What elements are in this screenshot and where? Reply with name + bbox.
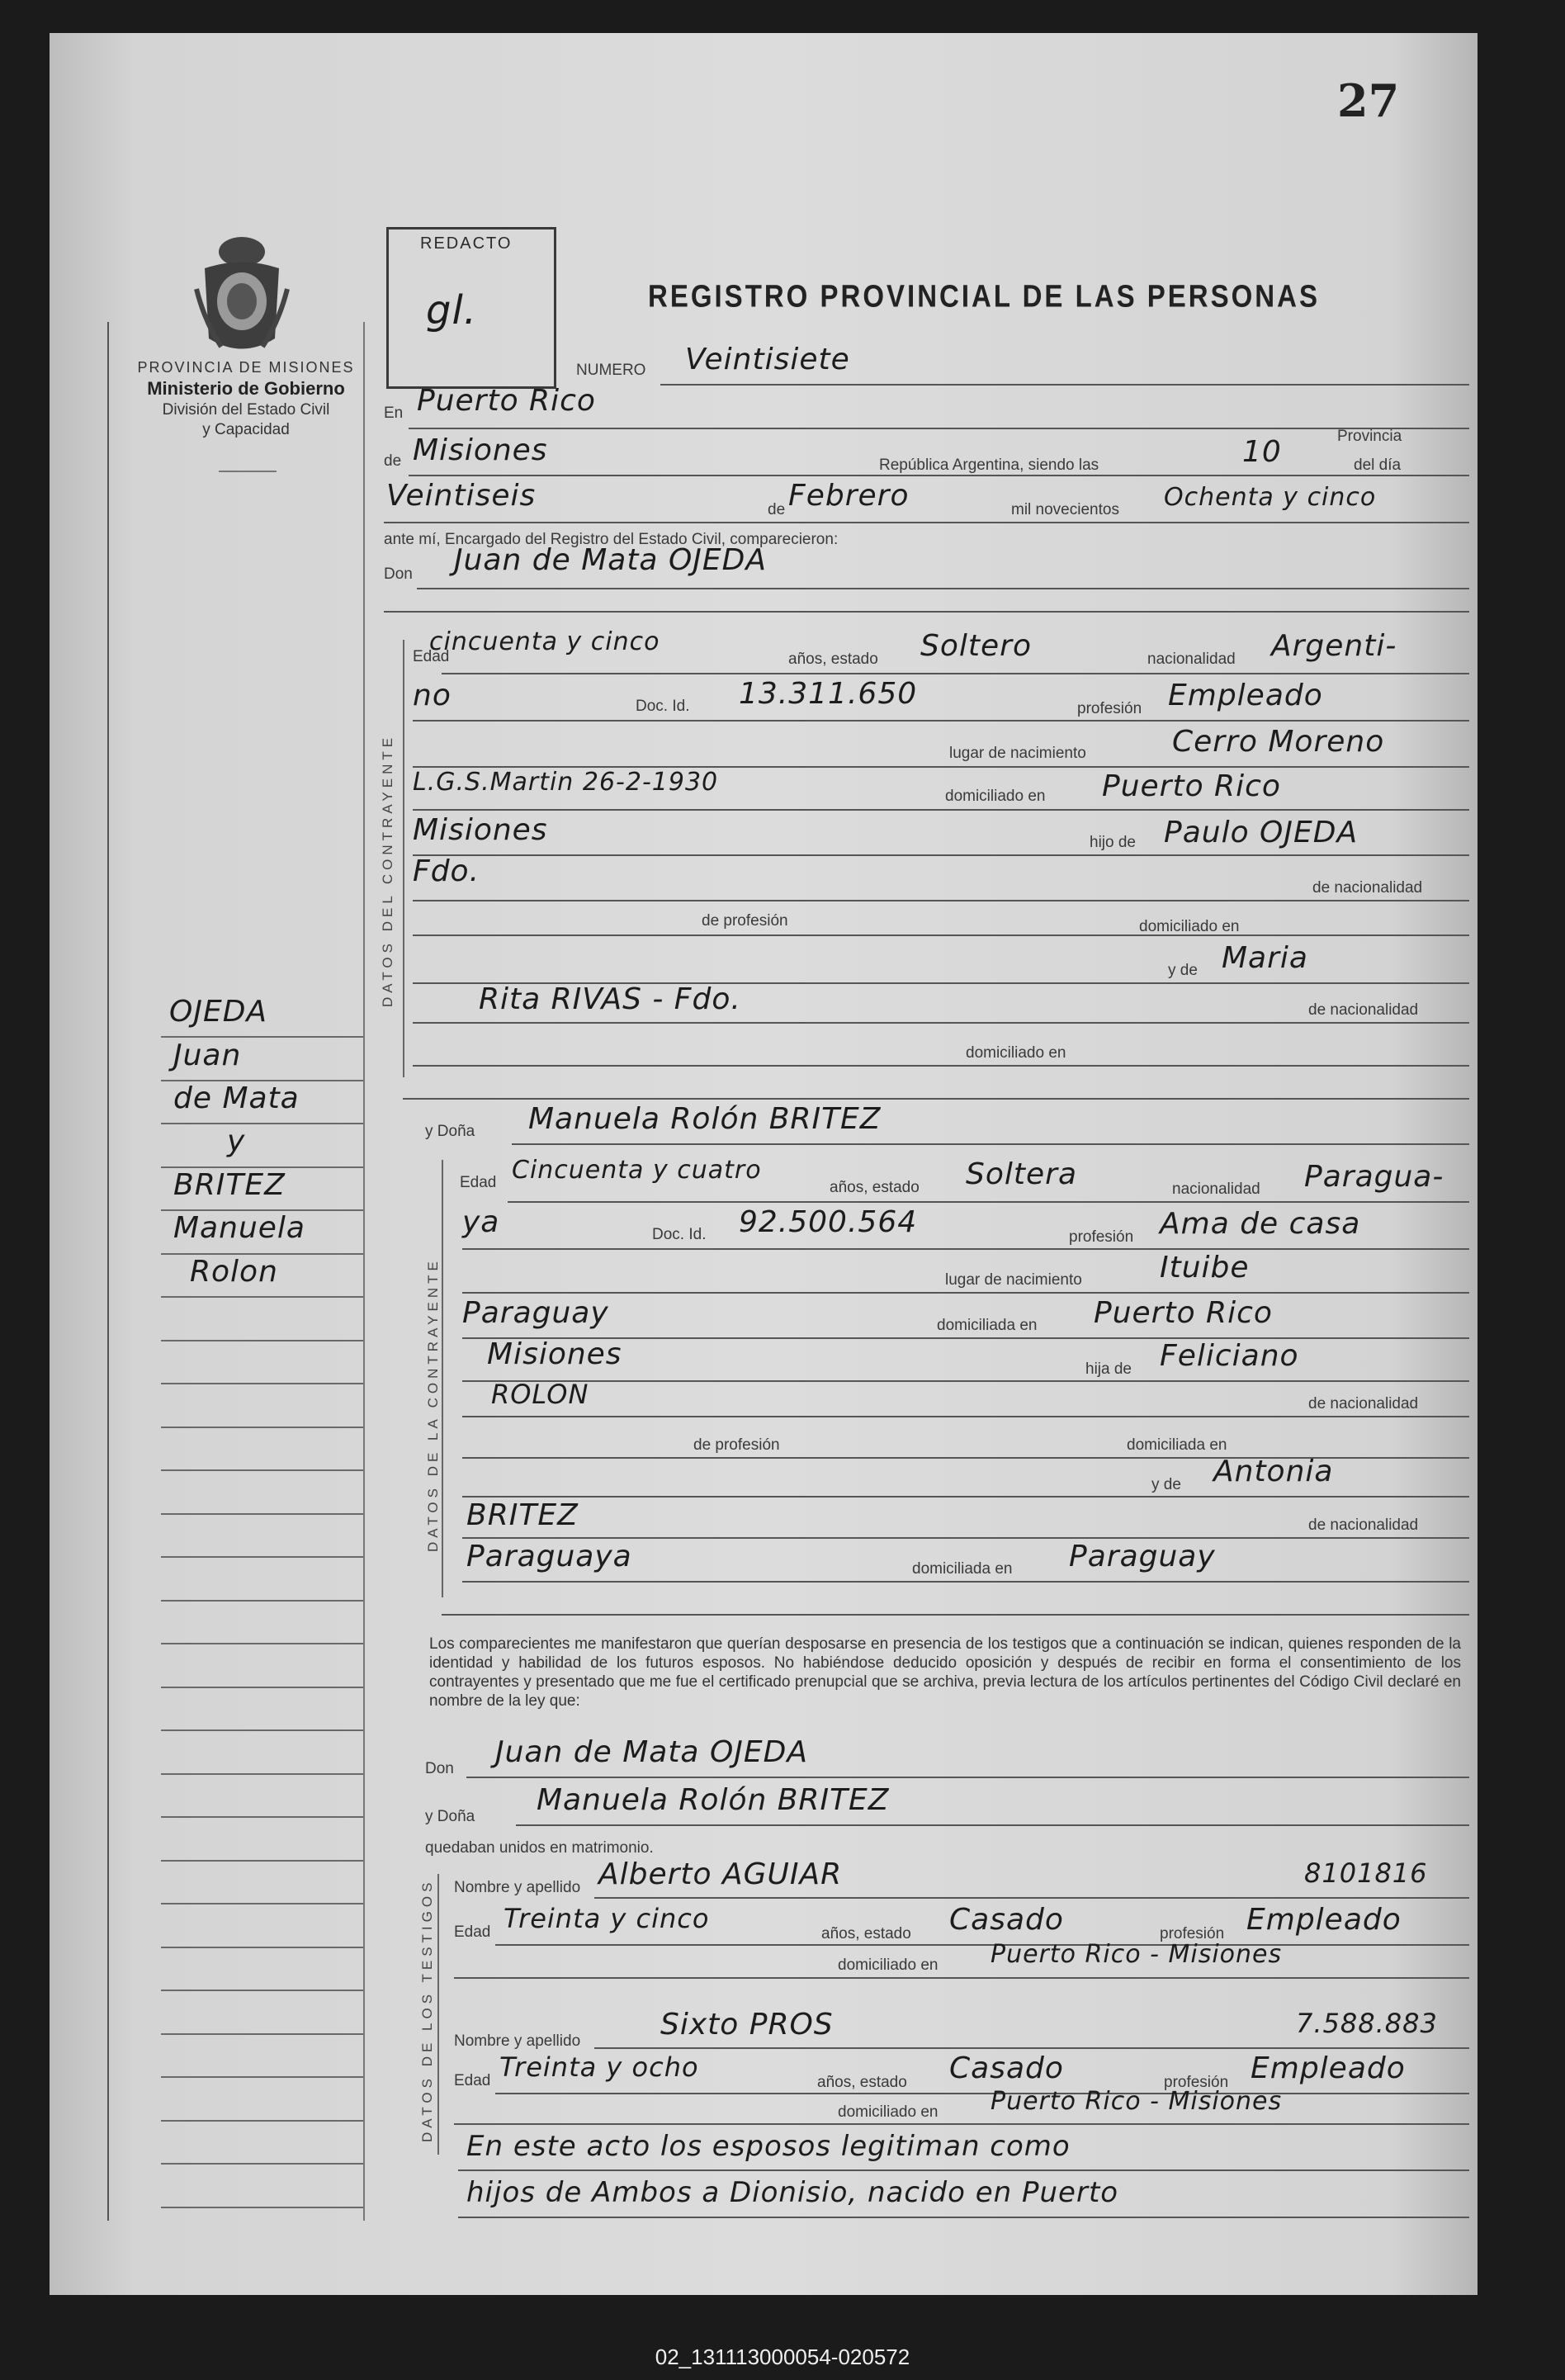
margin-name-1: OJEDA <box>169 995 268 1029</box>
padre-value: Paulo OJEDA <box>1164 816 1359 849</box>
decl-dona-value: Manuela Rolón BRITEZ <box>537 1783 890 1817</box>
margin-ruled-line <box>161 1080 363 1081</box>
margin-ruled-line <box>161 1209 363 1211</box>
margin-ruled-line <box>161 1903 363 1904</box>
contrayenta-section-label: DATOS DE LA CONTRAYENTE <box>425 1257 441 1552</box>
redacto-box <box>386 227 556 389</box>
margin-ruled-line <box>161 1469 363 1471</box>
c-padre-cont: ROLON <box>491 1379 589 1410</box>
de-nacionalidad-label-2: de nacionalidad <box>1308 1001 1419 1019</box>
c-hija-label: hija de <box>1085 1360 1132 1378</box>
c-lugar-label: lugar de nacimiento <box>945 1271 1082 1289</box>
margin-ruled-line <box>161 2120 363 2122</box>
margin-name-4: y <box>227 1124 246 1158</box>
c-anos-estado-label: años, estado <box>830 1179 920 1196</box>
margin-ruled-line <box>161 1253 363 1255</box>
de-value: Misiones <box>413 433 548 467</box>
don-label: Don <box>384 565 413 583</box>
division-label: División del Estado Civil <box>162 401 330 419</box>
c-nacionalidad-value: Paragua- <box>1304 1160 1444 1194</box>
t1-nombre-label: Nombre y apellido <box>454 1879 581 1896</box>
capacidad-label: y Capacidad <box>202 421 290 438</box>
domicilio-value: Puerto Rico <box>1102 769 1281 803</box>
hora-value: 10 <box>1242 435 1282 469</box>
anos-estado-label: años, estado <box>788 651 878 668</box>
t1-profesion-label: profesión <box>1160 1925 1225 1942</box>
note-line-2: hijos de Ambos a Dionisio, nacido en Puerto <box>466 2176 1119 2209</box>
margin-name-6: Manuela <box>173 1211 305 1245</box>
c-domicilio-value: Puerto Rico <box>1094 1296 1273 1330</box>
ante-mi-text: ante mí, Encargado del Registro del Estado Civil, comparecieron: <box>384 531 839 548</box>
note-line-1: En este acto los esposos legitiman como <box>466 2130 1071 2163</box>
margin-ruled-line <box>161 1643 363 1644</box>
t1-doc-value: 8101816 <box>1304 1857 1428 1889</box>
c-profesion-value: Ama de casa <box>1160 1207 1361 1241</box>
y-de-label: y de <box>1168 962 1198 979</box>
c-doc-value: 92.500.564 <box>739 1205 918 1239</box>
numero-label: NUMERO <box>576 362 646 379</box>
mil-label: mil novecientos <box>1011 501 1119 518</box>
t1-nombre-value: Alberto AGUIAR <box>598 1857 843 1891</box>
t1-edad-value: Treinta y cinco <box>504 1903 710 1934</box>
madre-value: Maria <box>1222 941 1308 975</box>
t1-domicilio-value: Puerto Rico - Misiones <box>991 1940 1283 1969</box>
de-nacionalidad-label: de nacionalidad <box>1312 879 1423 897</box>
t1-estado-value: Casado <box>949 1903 1064 1937</box>
nacionalidad-value: Argenti- <box>1271 629 1397 663</box>
quedaban-text: quedaban unidos en matrimonio. <box>425 1839 654 1857</box>
t1-edad-label: Edad <box>454 1923 491 1941</box>
margin-name-5: BRITEZ <box>173 1168 286 1202</box>
domiciliado-label: domiciliado en <box>945 788 1046 805</box>
en-value: Puerto Rico <box>417 384 596 418</box>
register-page <box>50 33 1478 2295</box>
dona-value: Manuela Rolón BRITEZ <box>528 1102 882 1136</box>
domiciliado-en-label-2: domiciliado en <box>966 1044 1066 1062</box>
de-label: de <box>384 452 402 470</box>
t2-edad-label: Edad <box>454 2072 491 2089</box>
margin-ruled-line <box>161 1773 363 1775</box>
margin-ruled-line <box>161 1600 363 1602</box>
domicilio-cont: Misiones <box>413 813 548 847</box>
c-lugar-value: Ituibe <box>1160 1251 1250 1285</box>
profesion-value: Empleado <box>1168 679 1323 712</box>
c-estado-value: Soltera <box>966 1157 1078 1191</box>
c-nacionalidad-cont: ya <box>462 1205 500 1239</box>
margin-ruled-line <box>161 1729 363 1731</box>
margin-ruled-line <box>161 1166 363 1168</box>
c-profesion-label: profesión <box>1069 1228 1134 1246</box>
t2-nombre-label: Nombre y apellido <box>454 2032 581 2050</box>
madre-cont: Rita RIVAS - Fdo. <box>479 982 741 1016</box>
decl-don-label: Don <box>425 1760 454 1777</box>
c-madre-cont: BRITEZ <box>466 1498 579 1532</box>
t2-domicilio-value: Puerto Rico - Misiones <box>991 2087 1283 2116</box>
c-madre-dom-value: Paraguay <box>1069 1540 1216 1573</box>
mes-value: Febrero <box>788 479 910 513</box>
c-padre-value: Feliciano <box>1160 1339 1299 1373</box>
lugar-label: lugar de nacimiento <box>949 745 1086 762</box>
contrayente-section-label: DATOS DEL CONTRAYENTE <box>380 733 395 1007</box>
ministerio-label: Ministerio de Gobierno <box>147 378 345 399</box>
nacionalidad-label: nacionalidad <box>1147 651 1236 668</box>
testigos-section-label: DATOS DE LOS TESTIGOS <box>419 1878 435 2142</box>
document-id-footer: 02_131113000054-020572 <box>655 2345 910 2369</box>
margin-ruled-line <box>161 2033 363 2035</box>
padre-fdo: Fdo. <box>413 854 480 888</box>
t2-edad-value: Treinta y ocho <box>499 2051 699 2083</box>
c-madre-value: Antonia <box>1213 1455 1334 1488</box>
margin-ruled-line <box>161 1340 363 1341</box>
page-number: 27 <box>1337 74 1400 127</box>
t2-profesion-value: Empleado <box>1251 2051 1406 2085</box>
c-de-profesion-label: de profesión <box>693 1436 780 1454</box>
dia-value: Veintiseis <box>386 479 537 513</box>
de-mes-label: de <box>768 501 786 518</box>
t2-estado-value: Casado <box>949 2051 1064 2085</box>
c-domiciliada-en-label: domiciliada en <box>1127 1436 1227 1454</box>
margin-ruled-line <box>161 1860 363 1862</box>
doc-value: 13.311.650 <box>739 677 918 711</box>
provincia-field-label: Provincia <box>1337 428 1402 445</box>
redacto-value: gl. <box>426 287 478 334</box>
document-title: REGISTRO PROVINCIAL DE LAS PERSONAS <box>648 278 1320 314</box>
edad-value: cincuenta y cinco <box>429 627 660 656</box>
t2-profesion-label: profesión <box>1164 2074 1229 2091</box>
c-domicilio-cont: Misiones <box>487 1337 622 1371</box>
lugar-value: Cerro Moreno <box>1172 725 1385 759</box>
margin-ruled-line <box>161 1123 363 1124</box>
c-edad-value: Cincuenta y cuatro <box>512 1156 762 1185</box>
de-profesion-label: de profesión <box>702 912 788 930</box>
c-madre-nac-value: Paraguaya <box>466 1540 632 1573</box>
t2-domiciliado-label: domiciliado en <box>838 2103 939 2121</box>
lugar-cont: L.G.S.Martin 26-2-1930 <box>413 768 719 797</box>
margin-ruled-line <box>161 1296 363 1298</box>
t1-profesion-value: Empleado <box>1246 1903 1402 1937</box>
coat-of-arms-seal <box>188 223 296 363</box>
margin-name-3: de Mata <box>173 1081 300 1115</box>
provincia-label: PROVINCIA DE MISIONES <box>137 359 355 376</box>
domiciliado-en-label: domiciliado en <box>1139 918 1240 935</box>
c-de-nacionalidad-label-2: de nacionalidad <box>1308 1516 1419 1534</box>
c-y-de-label: y de <box>1151 1476 1181 1493</box>
margin-ruled-line <box>161 1036 363 1038</box>
estado-value: Soltero <box>920 629 1032 663</box>
t1-anos-estado-label: años, estado <box>821 1925 911 1942</box>
margin-ruled-line <box>161 1687 363 1688</box>
don-value: Juan de Mata OJEDA <box>454 543 767 577</box>
dona-label: y Doña <box>425 1123 475 1140</box>
anio-value: Ochenta y cinco <box>1164 483 1377 512</box>
c-domiciliada-en-label-2: domiciliada en <box>912 1560 1013 1578</box>
margin-ruled-line <box>161 2163 363 2165</box>
c-lugar-cont: Paraguay <box>462 1296 609 1330</box>
margin-name-7: Rolon <box>190 1255 278 1289</box>
c-domiciliada-label: domiciliada en <box>937 1317 1038 1334</box>
hijo-label: hijo de <box>1090 834 1136 851</box>
margin-name-2: Juan <box>173 1039 242 1072</box>
c-edad-label: Edad <box>460 1174 497 1191</box>
margin-ruled-line <box>161 1947 363 1948</box>
margin-ruled-line <box>161 1427 363 1428</box>
margin-ruled-line <box>161 2076 363 2078</box>
margin-ruled-line <box>161 1556 363 1558</box>
margin-ruled-line <box>161 2207 363 2208</box>
margin-ruled-line <box>161 1383 363 1384</box>
republica-label: República Argentina, siendo las <box>879 457 1099 474</box>
doc-label: Doc. Id. <box>636 698 690 715</box>
del-dia-label: del día <box>1354 457 1402 474</box>
t2-nombre-value: Sixto PROS <box>660 2008 834 2042</box>
declaration-text: Los comparecientes me manifestaron que querían desposarse en presencia de los testigos que a continuación se indican, quienes responden de la identidad y habilidad de los futuros esposos. No habiéndose deducido oposición y después de recibir en forma el consentimiento de los contrayentes y presentado que me fue el certificado prenupcial que se archiva, previa lectura de los artículos pertinentes del Código Civil declaré en nombre de la ley que: <box>429 1635 1461 1710</box>
edad-label: Edad <box>413 648 450 665</box>
margin-ruled-line <box>161 1816 363 1818</box>
redacto-label: REDACTO <box>420 234 513 253</box>
decl-don-value: Juan de Mata OJEDA <box>495 1735 808 1769</box>
t2-anos-estado-label: años, estado <box>817 2074 907 2091</box>
t2-doc-value: 7.588.883 <box>1296 2008 1438 2039</box>
c-nacionalidad-label: nacionalidad <box>1172 1181 1260 1198</box>
nacionalidad-cont: no <box>413 679 452 712</box>
en-label: En <box>384 405 404 422</box>
margin-ruled-line <box>161 1513 363 1515</box>
margin-ruled-line <box>161 1990 363 1991</box>
decl-dona-label: y Doña <box>425 1808 475 1825</box>
profesion-label: profesión <box>1077 700 1142 717</box>
t1-domiciliado-label: domiciliado en <box>838 1957 939 1974</box>
c-de-nacionalidad-label: de nacionalidad <box>1308 1395 1419 1412</box>
numero-value: Veintisiete <box>685 343 850 376</box>
c-doc-label: Doc. Id. <box>652 1226 707 1243</box>
